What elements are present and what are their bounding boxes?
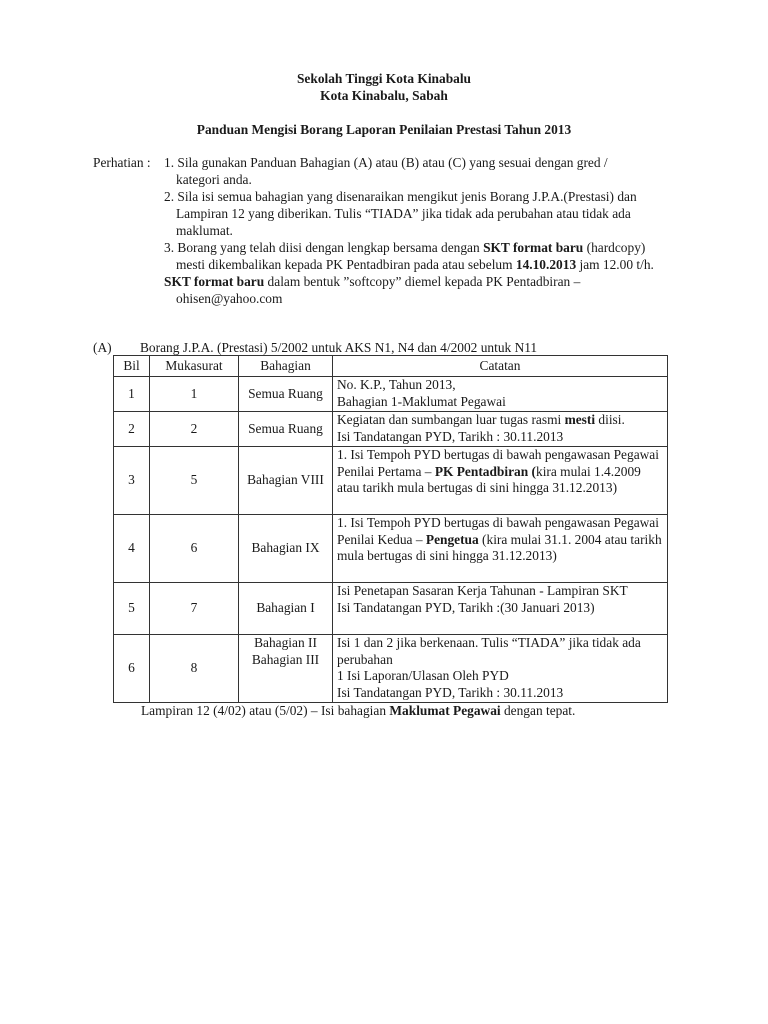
cell-mukasurat: 8 bbox=[150, 635, 239, 703]
cell-catatan bbox=[333, 635, 668, 703]
table-row bbox=[114, 515, 668, 583]
catatan-text: 1. Isi Tempoh PYD bertugas di bawah pengawasan Pegawai Penilai Kedua – bbox=[337, 515, 659, 547]
instruction-item-3-text-b: (hardcopy) mesti dikembalikan kepada PK Pentadbiran pada atau sebelum bbox=[176, 240, 646, 272]
cell-mukasurat: 1 bbox=[150, 377, 239, 412]
cell-bahagian: Semua Ruang bbox=[239, 412, 333, 447]
instructions-label: Perhatian : bbox=[93, 155, 151, 170]
cell-catatan bbox=[333, 515, 668, 583]
catatan-line: No. K.P., Tahun 2013, bbox=[337, 377, 456, 392]
cell-bil: 3 bbox=[114, 447, 150, 515]
table-row bbox=[114, 447, 668, 515]
cell-mukasurat: 5 bbox=[150, 447, 239, 515]
catatan-line: Isi 1 dan 2 jika berkenaan. Tulis “TIADA” jika tidak ada perubahan bbox=[337, 635, 641, 667]
instruction-item-2: 2. Sila isi semua bahagian yang disenaraikan mengikut jenis Borang J.P.A.(Prestasi) dan Lampiran 12 yang diberikan. Tulis “TIADA” jika tidak ada perubahan atau tidak ada maklumat. bbox=[164, 189, 637, 238]
catatan-text: diisi. bbox=[595, 412, 625, 427]
section-a-letter: (A) bbox=[93, 340, 112, 355]
catatan-text: 1. Isi Tempoh PYD bertugas di bawah pengawasan Pegawai Penilai Pertama – bbox=[337, 447, 659, 479]
instruction-item-3-text-c: jam 12.00 t/h. bbox=[576, 257, 654, 272]
cell-bil: 5 bbox=[114, 583, 150, 635]
lampiran-note bbox=[141, 702, 575, 719]
catatan-bold: mesti bbox=[564, 412, 596, 427]
table-row bbox=[114, 635, 668, 703]
header-mukasurat: Mukasurat bbox=[150, 356, 239, 377]
table-row bbox=[114, 412, 668, 447]
instruction-item-4 bbox=[164, 273, 654, 307]
catatan-line: Isi Tandatangan PYD, Tarikh :(30 Januari 2013) bbox=[337, 599, 595, 615]
catatan-bold: PK Pentadbiran ( bbox=[434, 463, 536, 479]
table-row bbox=[114, 583, 668, 635]
school-name: Sekolah Tinggi Kota Kinabalu bbox=[296, 71, 472, 86]
cell-catatan bbox=[333, 412, 668, 447]
catatan-line: 1 Isi Laporan/Ulasan Oleh PYD bbox=[337, 668, 509, 683]
guide-table bbox=[113, 355, 668, 703]
instruction-item-1: 1. Sila gunakan Panduan Bahagian (A) atau (B) atau (C) yang sesuai dengan gred / kategori anda. bbox=[164, 155, 608, 187]
cell-bil: 1 bbox=[114, 377, 150, 412]
catatan-line: Isi Penetapan Sasaran Kerja Tahunan - Lampiran SKT bbox=[337, 583, 628, 598]
cell-bahagian: Bahagian IX bbox=[239, 515, 333, 583]
cell-catatan bbox=[333, 583, 668, 635]
instruction-item-4-bold: SKT format baru bbox=[164, 274, 265, 289]
catatan-text: kira mulai 1.4.2009 atau tarikh mula bertugas di sini hingga 31.12.2013) bbox=[337, 463, 641, 495]
instruction-item-3-bold-b: 14.10.2013 bbox=[515, 257, 577, 272]
bahagian-line: Bahagian III bbox=[251, 651, 320, 667]
school-location: Kota Kinabalu, Sabah bbox=[320, 88, 448, 103]
table-row bbox=[114, 377, 668, 412]
header-catatan: Catatan bbox=[333, 356, 668, 377]
catatan-line: Isi Tandatangan PYD, Tarikh : 30.11.2013 bbox=[337, 428, 564, 444]
catatan-line: Bahagian 1-Maklumat Pegawai bbox=[337, 393, 506, 409]
cell-mukasurat: 7 bbox=[150, 583, 239, 635]
catatan-line bbox=[337, 412, 663, 429]
cell-catatan bbox=[333, 447, 668, 515]
lampiran-note-text: Lampiran 12 (4/02) atau (5/02) – Isi bahagian bbox=[141, 703, 390, 718]
cell-bil: 4 bbox=[114, 515, 150, 583]
catatan-bold: Pengetua bbox=[425, 531, 479, 547]
cell-mukasurat: 2 bbox=[150, 412, 239, 447]
lampiran-note-text-end: dengan tepat. bbox=[500, 703, 576, 718]
instructions-list bbox=[164, 154, 654, 307]
instruction-item-3-text-a: 3. Borang yang telah diisi dengan lengkap bersama dengan bbox=[164, 240, 484, 255]
cell-bahagian: Bahagian I bbox=[239, 583, 333, 635]
cell-bahagian: Bahagian VIII bbox=[239, 447, 333, 515]
catatan-text: Kegiatan dan sumbangan luar tugas rasmi bbox=[337, 412, 565, 427]
header-bil: Bil bbox=[114, 356, 150, 377]
section-a-title: Borang J.P.A. (Prestasi) 5/2002 untuk AKS N1, N4 dan 4/2002 untuk N11 bbox=[140, 340, 538, 355]
bahagian-line: Bahagian II bbox=[254, 635, 317, 650]
instruction-item-4-text: dalam bentuk ”softcopy” diemel kepada PK Pentadbiran – ohisen@yahoo.com bbox=[176, 274, 581, 306]
cell-catatan bbox=[333, 377, 668, 412]
header-bahagian: Bahagian bbox=[239, 356, 333, 377]
instruction-item-3 bbox=[164, 239, 654, 273]
cell-mukasurat: 6 bbox=[150, 515, 239, 583]
catatan-text: (kira mulai 31.1. 2004 atau tarikh mula bertugas di sini hingga 31.12.2013) bbox=[337, 531, 662, 563]
table-header-row bbox=[114, 356, 668, 377]
cell-bahagian bbox=[239, 635, 333, 703]
document-title: Panduan Mengisi Borang Laporan Penilaian Prestasi Tahun 2013 bbox=[196, 122, 572, 137]
cell-bahagian: Semua Ruang bbox=[239, 377, 333, 412]
cell-bil: 2 bbox=[114, 412, 150, 447]
instruction-item-3-bold-a: SKT format baru bbox=[483, 240, 584, 255]
cell-bil: 6 bbox=[114, 635, 150, 703]
lampiran-note-bold: Maklumat Pegawai bbox=[389, 703, 501, 718]
catatan-line: Isi Tandatangan PYD, Tarikh : 30.11.2013 bbox=[337, 684, 564, 700]
